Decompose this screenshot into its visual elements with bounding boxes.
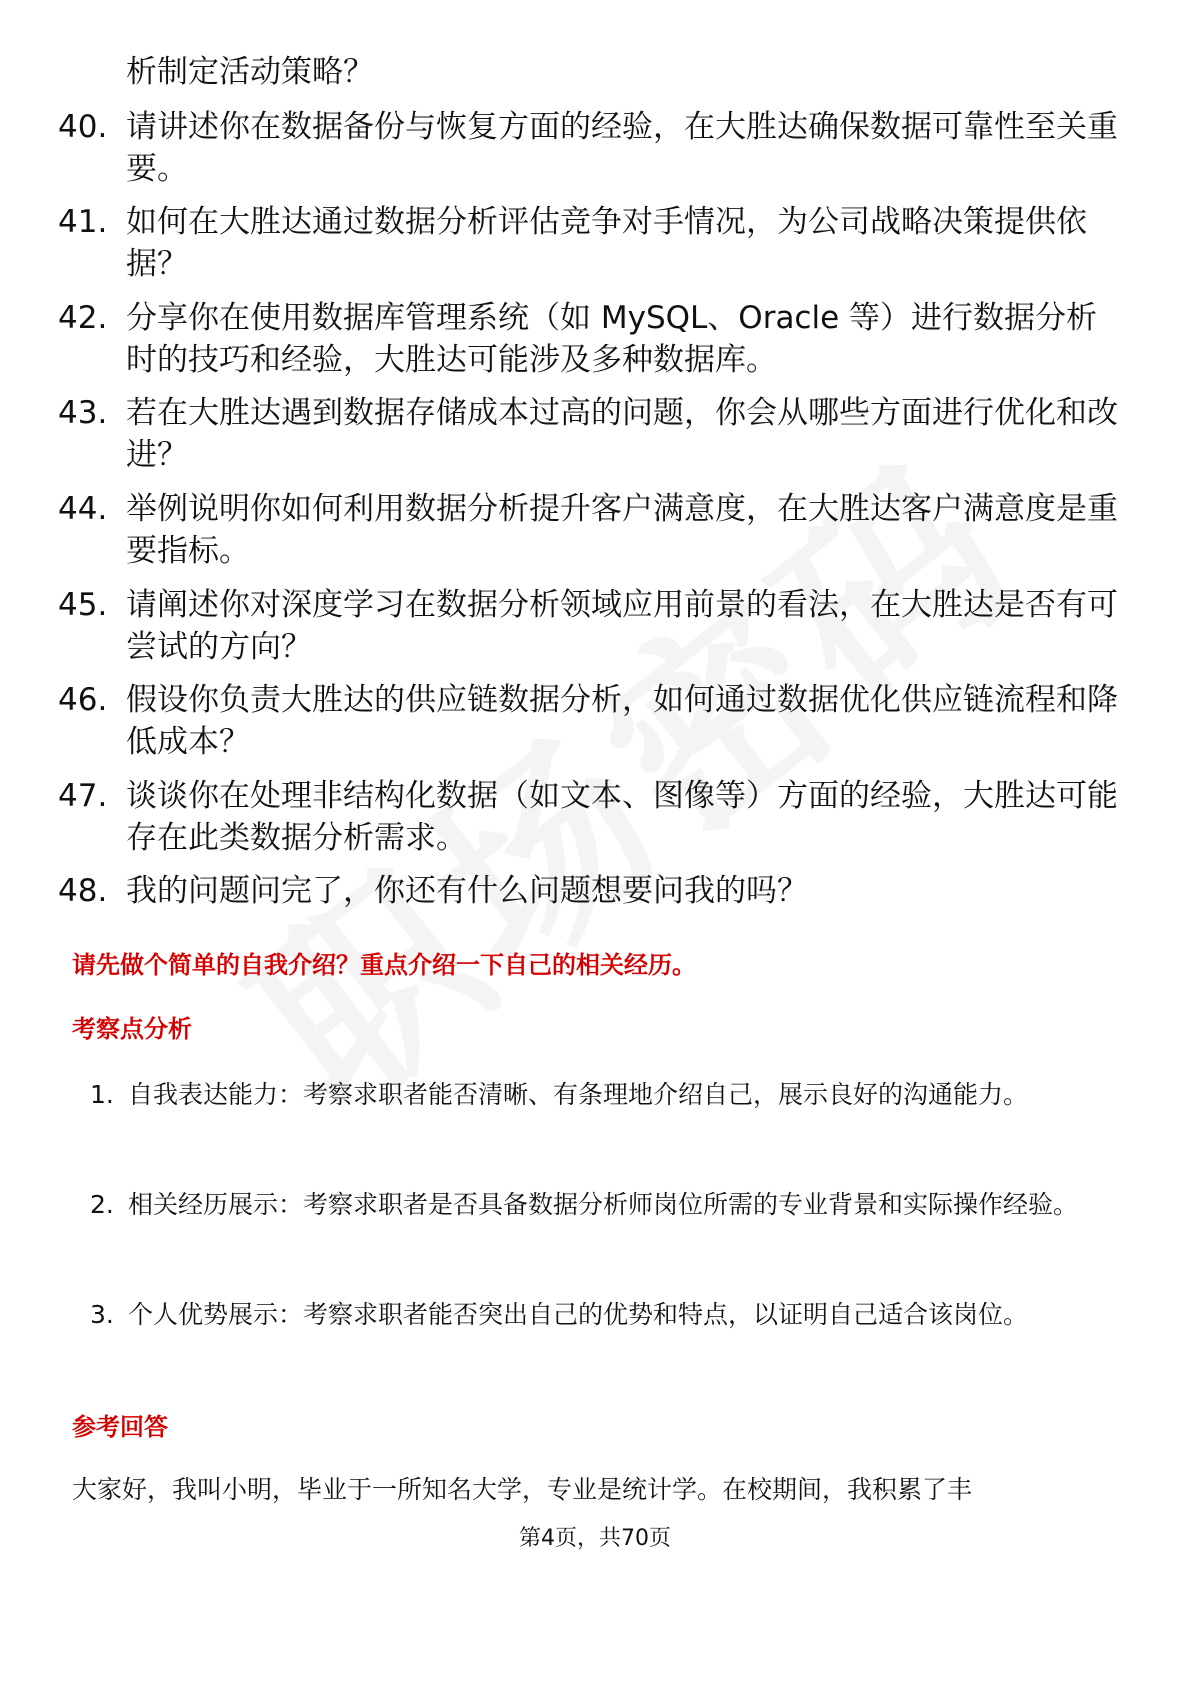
analysis-point-number: 2. xyxy=(90,1190,114,1219)
reference-heading: 参考回答 xyxy=(72,1413,168,1441)
question-number: 45. xyxy=(58,587,108,623)
page-footer: 第4页，共70页 xyxy=(519,1526,671,1551)
question-item xyxy=(58,775,1128,859)
question-item xyxy=(58,297,1128,381)
question-text: 我的问题问完了，你还有什么问题想要问我的吗？ xyxy=(126,873,808,909)
analysis-point-text: 个人优势展示：考察求职者能否突出自己的优势和特点，以证明自己适合该岗位。 xyxy=(128,1300,1029,1329)
question-item xyxy=(58,106,1128,190)
question-text: 举例说明你如何利用数据分析提升客户满意度，在大胜达客户满意度是重要指标。 xyxy=(126,491,1118,569)
question-text: 假设你负责大胜达的供应链数据分析，如何通过数据优化供应链流程和降低成本？ xyxy=(126,682,1118,760)
analysis-point-text: 自我表达能力：考察求职者能否清晰、有条理地介绍自己，展示良好的沟通能力。 xyxy=(128,1080,1029,1109)
section-question-heading: 请先做个简单的自我介绍？重点介绍一下自己的相关经历。 xyxy=(72,951,696,979)
question-number: 42. xyxy=(58,300,108,336)
question-number: 40. xyxy=(58,109,108,145)
question-text: 谈谈你在处理非结构化数据（如文本、图像等）方面的经验，大胜达可能存在此类数据分析需求。 xyxy=(126,778,1118,856)
question-number: 46. xyxy=(58,682,108,718)
analysis-point-text: 相关经历展示：考察求职者是否具备数据分析师岗位所需的专业背景和实际操作经验。 xyxy=(128,1190,1079,1219)
question-item xyxy=(58,584,1128,668)
question-item xyxy=(58,870,1128,912)
question-item xyxy=(58,201,1128,285)
question-number: 44. xyxy=(58,491,108,527)
question-number: 41. xyxy=(58,204,108,240)
analysis-point xyxy=(90,1066,1130,1124)
analysis-point xyxy=(90,1286,1130,1344)
analysis-point-number: 1. xyxy=(90,1080,114,1109)
question-item xyxy=(58,392,1128,476)
question-item xyxy=(58,488,1128,572)
reference-answer-text: 大家好，我叫小明，毕业于一所知名大学，专业是统计学。在校期间，我积累了丰 xyxy=(72,1475,973,1504)
question-number: 47. xyxy=(58,778,108,814)
question-item xyxy=(58,679,1128,763)
question-text: 请阐述你对深度学习在数据分析领域应用前景的看法，在大胜达是否有可尝试的方向？ xyxy=(126,587,1118,665)
analysis-heading: 考察点分析 xyxy=(72,1015,192,1043)
continued-question-text: 析制定活动策略？ xyxy=(126,54,374,90)
question-text: 若在大胜达遇到数据存储成本过高的问题，你会从哪些方面进行优化和改进？ xyxy=(126,395,1118,473)
question-number: 48. xyxy=(58,873,108,909)
analysis-point xyxy=(90,1176,1130,1234)
question-text: 分享你在使用数据库管理系统（如 MySQL、Oracle 等）进行数据分析时的技巧和经验，大胜达可能涉及多种数据库。 xyxy=(126,300,1098,378)
question-number: 43. xyxy=(58,395,108,431)
analysis-point-number: 3. xyxy=(90,1300,114,1329)
question-text: 请讲述你在数据备份与恢复方面的经验，在大胜达确保数据可靠性至关重要。 xyxy=(126,109,1118,187)
question-text: 如何在大胜达通过数据分析评估竞争对手情况，为公司战略决策提供依据？ xyxy=(126,204,1087,282)
